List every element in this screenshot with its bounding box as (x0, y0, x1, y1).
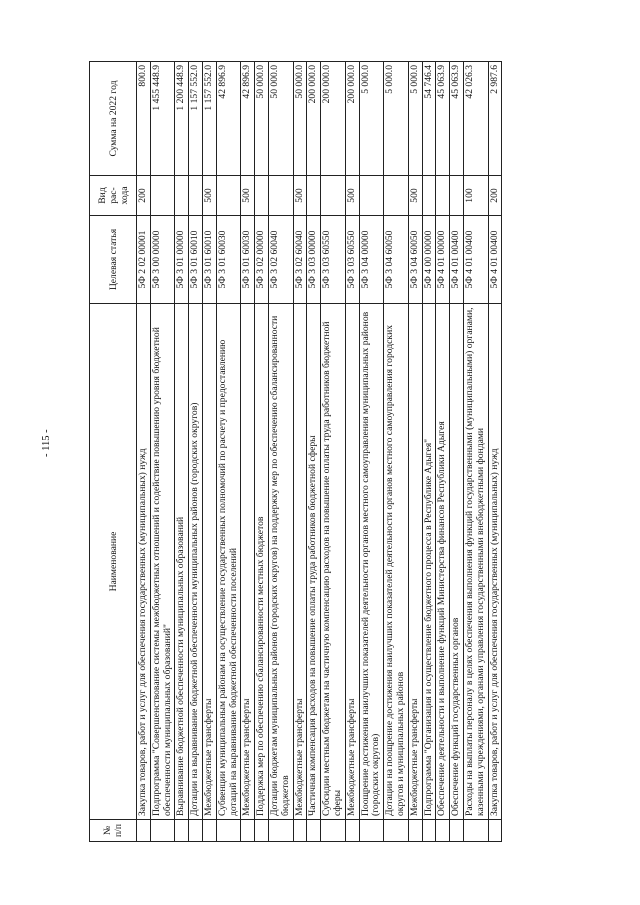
cell-code: 5Ф 3 02 00000 (255, 216, 269, 304)
cell-code: 5Ф 4 01 00000 (436, 216, 450, 304)
cell-name: Межбюджетные трансферты (293, 304, 307, 820)
cell-type (150, 176, 175, 216)
cell-code: 5Ф 3 04 00000 (359, 216, 384, 304)
cell-num (422, 820, 436, 842)
cell-sum: 42 896.9 (216, 62, 241, 176)
cell-sum: 54 746.4 (422, 62, 436, 176)
cell-type (450, 176, 464, 216)
cell-num (137, 820, 151, 842)
cell-sum: 800.0 (137, 62, 151, 176)
cell-num (202, 820, 216, 842)
cell-sum: 1 157 552.0 (189, 62, 203, 176)
cell-type (359, 176, 384, 216)
cell-type: 200 (137, 176, 151, 216)
cell-name: Межбюджетные трансферты (408, 304, 422, 820)
cell-sum: 50 000.0 (255, 62, 269, 176)
cell-num (255, 820, 269, 842)
table-row (293, 62, 307, 842)
cell-type (175, 176, 189, 216)
cell-num (189, 820, 203, 842)
page-number: - 115 - (41, 429, 52, 457)
table-row (268, 62, 293, 842)
cell-code: 5Ф 4 01 00400 (463, 216, 488, 304)
header-sum: Сумма на 2022 год (90, 62, 137, 176)
table-row (202, 62, 216, 842)
cell-code: 5Ф 3 01 00000 (175, 216, 189, 304)
cell-sum: 200 000.0 (345, 62, 359, 176)
cell-type: 100 (463, 176, 488, 216)
table-row (384, 62, 409, 842)
cell-code: 5Ф 4 01 00400 (450, 216, 464, 304)
cell-name: Частичная компенсация расходов на повышение оплаты труда работников бюджетной сферы (307, 304, 321, 820)
cell-type: 500 (408, 176, 422, 216)
table-row (345, 62, 359, 842)
cell-name: Межбюджетные трансферты (345, 304, 359, 820)
table-row (150, 62, 175, 842)
cell-type: 200 (488, 176, 502, 216)
cell-type (189, 176, 203, 216)
cell-num (216, 820, 241, 842)
cell-name: Субсидии местным бюджетам на частичную компенсацию расходов на повышение оплаты труда работников бюджетной сферы (321, 304, 346, 820)
cell-num (321, 820, 346, 842)
table-row (463, 62, 488, 842)
cell-code: 5Ф 3 04 60050 (384, 216, 409, 304)
cell-code: 5Ф 3 00 00000 (150, 216, 175, 304)
cell-code: 5Ф 3 03 00000 (307, 216, 321, 304)
cell-name: Субвенции муниципальным районам на осуществление государственных полномочий по расчету и предоставлению дотаций на выравнивание бюджетной обеспеченности поселений (216, 304, 241, 820)
budget-table (89, 61, 502, 842)
table-row (241, 62, 255, 842)
table-row (359, 62, 384, 842)
cell-sum: 5 000.0 (408, 62, 422, 176)
cell-type (255, 176, 269, 216)
cell-code: 5Ф 4 00 00000 (422, 216, 436, 304)
cell-sum: 5 000.0 (384, 62, 409, 176)
table-row (175, 62, 189, 842)
cell-type: 500 (241, 176, 255, 216)
cell-sum: 50 000.0 (293, 62, 307, 176)
cell-sum: 42 896.9 (241, 62, 255, 176)
cell-name: Обеспечение деятельности и выполнение функций Министерства финансов Республики Адыгея (436, 304, 450, 820)
header-num: № п/п (90, 820, 137, 842)
cell-code: 5Ф 3 04 60050 (408, 216, 422, 304)
cell-type: 500 (293, 176, 307, 216)
cell-sum: 50 000.0 (268, 62, 293, 176)
header-code: Целевая статья (90, 216, 137, 304)
cell-name: Расходы на выплаты персоналу в целях обеспечения выполнения функций государственными (муниципальными) органами, казенными учреждениями, органами управления государственными внебюджетными фондами (463, 304, 488, 820)
cell-num (307, 820, 321, 842)
cell-name: Поддержка мер по обеспечению сбалансированности местных бюджетов (255, 304, 269, 820)
cell-type (422, 176, 436, 216)
cell-num (175, 820, 189, 842)
cell-sum: 45 063.9 (436, 62, 450, 176)
cell-num (359, 820, 384, 842)
cell-num (408, 820, 422, 842)
cell-name: Дотации бюджетам муниципальных районов (городских округов) на поддержку мер по обеспечению сбалансированности бюджетов (268, 304, 293, 820)
cell-code: 5Ф 3 01 60010 (189, 216, 203, 304)
cell-code: 5Ф 3 01 60030 (241, 216, 255, 304)
cell-code: 5Ф 3 01 60030 (216, 216, 241, 304)
cell-sum: 42 026.3 (463, 62, 488, 176)
cell-type (268, 176, 293, 216)
cell-name: Дотации на поощрение достижения наилучших показателей деятельности органов местного самоуправления городских округов и муниципальных районов (384, 304, 409, 820)
cell-code: 5Ф 4 01 00400 (488, 216, 502, 304)
cell-sum: 200 000.0 (307, 62, 321, 176)
cell-type (307, 176, 321, 216)
table-row (408, 62, 422, 842)
table-row (450, 62, 464, 842)
table-body (137, 62, 502, 842)
cell-code: 5Ф 2 02 00001 (137, 216, 151, 304)
cell-code: 5Ф 3 02 60040 (268, 216, 293, 304)
cell-name: Обеспечение функций государственных органов (450, 304, 464, 820)
cell-num (463, 820, 488, 842)
cell-name: Подпрограмма "Организация и осуществление бюджетного процесса в Республике Адыгея" (422, 304, 436, 820)
cell-type (384, 176, 409, 216)
cell-num (488, 820, 502, 842)
cell-name: Поощрение достижения наилучших показателей деятельности органов местного самоуправления муниципальных районов (городских округов) (359, 304, 384, 820)
cell-code: 5Ф 3 01 60010 (202, 216, 216, 304)
table-row (307, 62, 321, 842)
cell-sum: 1 200 448.9 (175, 62, 189, 176)
table-row (216, 62, 241, 842)
table-row (422, 62, 436, 842)
table-row (255, 62, 269, 842)
table-row (137, 62, 151, 842)
cell-num (345, 820, 359, 842)
cell-type: 500 (202, 176, 216, 216)
cell-type (436, 176, 450, 216)
cell-type: 500 (345, 176, 359, 216)
cell-type (321, 176, 346, 216)
cell-code: 5Ф 3 03 60550 (345, 216, 359, 304)
cell-sum: 2 987.6 (488, 62, 502, 176)
cell-name: Межбюджетные трансферты (202, 304, 216, 820)
cell-name: Выравнивание бюджетной обеспеченности муниципальных образований (175, 304, 189, 820)
cell-name: Закупка товаров, работ и услуг для обеспечения государственных (муниципальных) нужд (488, 304, 502, 820)
table-row (321, 62, 346, 842)
budget-table-container (89, 62, 634, 842)
cell-num (293, 820, 307, 842)
cell-num (450, 820, 464, 842)
header-type: Вид рас-хода (90, 176, 137, 216)
cell-num (241, 820, 255, 842)
cell-sum: 1 157 552.0 (202, 62, 216, 176)
table-header-row (90, 62, 137, 842)
cell-name: Закупка товаров, работ и услуг для обеспечения государственных (муниципальных) нужд (137, 304, 151, 820)
cell-num (384, 820, 409, 842)
cell-code: 5Ф 3 02 60040 (293, 216, 307, 304)
header-name: Наименование (90, 304, 137, 820)
cell-name: Подпрограмма "Совершенствование системы межбюджетных отношений и содействие повышению уровня бюджетной обеспеченности муниципальных образований" (150, 304, 175, 820)
cell-sum: 200 000.0 (321, 62, 346, 176)
cell-num (436, 820, 450, 842)
table-row (436, 62, 450, 842)
table-row (189, 62, 203, 842)
cell-code: 5Ф 3 03 60550 (321, 216, 346, 304)
table-row (488, 62, 502, 842)
cell-sum: 45 063.9 (450, 62, 464, 176)
cell-name: Дотации на выравнивание бюджетной обеспеченности муниципальных районов (городских округов) (189, 304, 203, 820)
cell-num (268, 820, 293, 842)
cell-num (150, 820, 175, 842)
cell-sum: 1 455 448.9 (150, 62, 175, 176)
cell-name: Межбюджетные трансферты (241, 304, 255, 820)
cell-type (216, 176, 241, 216)
cell-sum: 5 000.0 (359, 62, 384, 176)
